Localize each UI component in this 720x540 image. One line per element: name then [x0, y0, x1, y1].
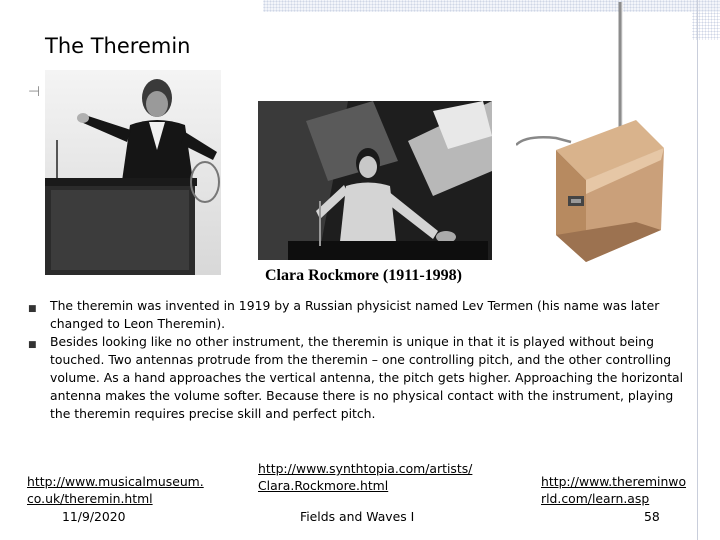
leon-theremin-photo	[45, 70, 221, 275]
musicalmuseum-link[interactable]	[27, 473, 204, 507]
link-line[interactable]: rld.com/learn.asp	[541, 491, 650, 506]
thereminworld-link[interactable]	[541, 473, 686, 507]
bullet-item	[28, 333, 688, 423]
link-line[interactable]: http://www.synthtopia.com/artists/	[258, 461, 473, 476]
bullet-text: The theremin was invented in 1919 by a Russian physicist named Lev Termen (his name was later changed to Leon Theremin).	[50, 298, 660, 331]
clara-rockmore-photo	[258, 101, 492, 260]
photo-caption: Clara Rockmore (1911-1998)	[265, 267, 462, 284]
link-line[interactable]: http://www.musicalmuseum.	[27, 474, 204, 489]
slide-title: The Theremin	[45, 34, 191, 58]
footer-date: 11/9/2020	[62, 509, 126, 524]
decorative-vertical-line	[697, 0, 698, 540]
synthtopia-link[interactable]	[258, 460, 472, 494]
link-line[interactable]: co.uk/theremin.html	[27, 491, 153, 506]
bullet-list	[28, 297, 688, 423]
modern-theremin-photo	[516, 0, 664, 262]
tick-mark-icon: ⊣	[28, 84, 41, 100]
footer-page-number: 58	[644, 509, 660, 524]
footer-course-title: Fields and Waves I	[300, 509, 415, 524]
bullet-text: Besides looking like no other instrument, the theremin is unique in that it is played without being touched. Two antennas protrude from the theremin – one controlling pitch, and the other controlling volume. As a hand approaches the vertical antenna, the pitch gets higher. Approaching the horizontal antenna makes the volume softer. Because there is no physical contact with the instrument, playing the theremin requires precise skill and perfect pitch.	[50, 334, 684, 421]
bullet-item	[28, 297, 688, 333]
square-bullet-icon: ■	[28, 304, 37, 314]
link-line[interactable]: Clara.Rockmore.html	[258, 478, 389, 493]
link-line[interactable]: http://www.thereminwo	[541, 474, 687, 489]
square-bullet-icon: ■	[28, 340, 37, 350]
